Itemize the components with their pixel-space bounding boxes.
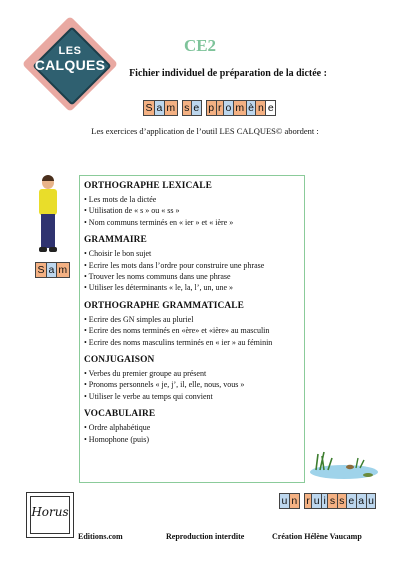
- topic-item: • Verbes du premier groupe au présent: [84, 369, 207, 379]
- logo-text: [22, 46, 118, 72]
- letter-tile: a: [154, 100, 165, 116]
- letter-tile: m: [164, 100, 178, 116]
- letter-tile: n: [289, 493, 300, 509]
- section-title: ORTHOGRAPHE GRAMMATICALE: [84, 300, 244, 311]
- logo-line-2: CALQUES: [34, 56, 106, 73]
- les-calques-logo: [22, 16, 118, 112]
- page-subtitle: Fichier individuel de préparation de la dictée :: [129, 68, 327, 79]
- word-tile-un: [280, 493, 300, 509]
- letter-tile: r: [304, 493, 313, 509]
- exercise-topics-box: [79, 175, 305, 483]
- letter-tile: u: [311, 493, 322, 509]
- letter-tile: o: [223, 100, 234, 116]
- letter-tile: u: [366, 493, 377, 509]
- horus-logo-text: Horus: [31, 505, 69, 519]
- letter-tile: r: [216, 100, 225, 116]
- letter-tile: e: [191, 100, 202, 116]
- word-tile-Sam: [36, 262, 70, 278]
- letter-tile: i: [321, 493, 328, 509]
- topic-item: • Trouver les noms communs dans une phrase: [84, 272, 231, 282]
- section-title: GRAMMAIRE: [84, 235, 147, 246]
- topic-item: • Utiliser les déterminants « le, la, l’, un, une »: [84, 283, 233, 293]
- topic-item: • Utiliser le verbe au temps qui convient: [84, 391, 213, 401]
- credit-text: Création Hélène Vaucamp: [272, 532, 362, 541]
- section-title: CONJUGAISON: [84, 355, 155, 366]
- letter-tile: s: [327, 493, 337, 509]
- topic-item: • Choisir le bon sujet: [84, 249, 152, 259]
- letter-tile: m: [233, 100, 247, 116]
- pond-illustration: [306, 448, 378, 480]
- dictation-sentence-tiles: [144, 100, 276, 116]
- letter-tile: a: [46, 262, 57, 278]
- letter-tile: a: [356, 493, 367, 509]
- topic-item: • Utilisation de « s » ou « ss »: [84, 206, 180, 216]
- grade-title: CE2: [183, 36, 217, 55]
- letter-tile: e: [265, 100, 276, 116]
- topic-item: • Pronoms personnels « je, j’, il, elle, nous, vous »: [84, 380, 245, 390]
- section-title: VOCABULAIRE: [84, 409, 156, 420]
- word-tile-se: [183, 100, 202, 116]
- publisher-text: Editions.com: [78, 532, 123, 541]
- word-tile-Sam: [144, 100, 178, 116]
- letter-tile: S: [143, 100, 155, 116]
- letter-tile: n: [255, 100, 266, 116]
- un-ruisseau-tiles: [280, 493, 376, 509]
- topic-section: [84, 235, 300, 294]
- topic-item: • Ordre alphabétique: [84, 423, 151, 433]
- topic-item: • Nom communs terminés en « ier » et « ière »: [84, 217, 234, 227]
- topic-section: [84, 181, 300, 228]
- letter-tile: m: [56, 262, 70, 278]
- topic-item: • Homophone (puis): [84, 434, 150, 444]
- letter-tile: p: [206, 100, 217, 116]
- letter-tile: u: [279, 493, 290, 509]
- topic-section: [84, 301, 300, 348]
- letter-tile: s: [182, 100, 192, 116]
- logo-line-1: LES: [58, 45, 82, 57]
- topic-section: [84, 409, 300, 445]
- letter-tile: s: [337, 493, 347, 509]
- sam-character-illustration: [36, 176, 60, 254]
- topic-item: • Les mots de la dictée: [84, 195, 157, 204]
- sam-word-tile: [36, 262, 70, 278]
- letter-tile: e: [346, 493, 357, 509]
- letter-tile: S: [35, 262, 47, 278]
- topic-item: • Ecrire les mots dans l’ordre pour construire une phrase: [84, 260, 265, 270]
- topic-section: [84, 355, 300, 402]
- rights-text: Reproduction interdite: [166, 532, 245, 541]
- section-title: ORTHOGRAPHE LEXICALE: [84, 181, 212, 191]
- topic-item: • Ecrire des noms masculins terminés en « ier » au féminin: [84, 337, 273, 347]
- word-tile-ruisseau: [305, 493, 377, 509]
- horus-logo: [26, 492, 74, 538]
- letter-tile: è: [246, 100, 257, 116]
- topic-item: • Ecrire des GN simples au pluriel: [84, 314, 194, 324]
- word-tile-promène: [207, 100, 276, 116]
- intro-text: Les exercices d’application de l’outil LES CALQUES© abordent :: [91, 126, 319, 136]
- topic-item: • Ecrire des noms terminés en «ère» et «ière» au masculin: [84, 326, 270, 336]
